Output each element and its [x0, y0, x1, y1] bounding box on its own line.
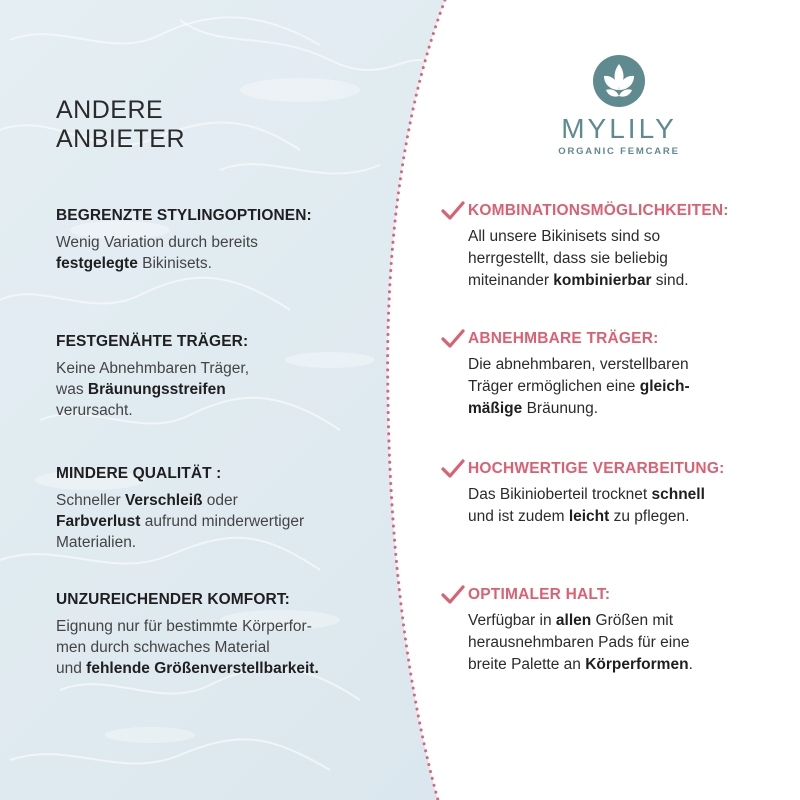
checkmark-icon	[440, 584, 466, 606]
bold-text: kombinierbar	[553, 272, 652, 289]
left-item-quality	[56, 464, 304, 553]
brand-logo	[556, 54, 682, 157]
right-item-body	[468, 226, 729, 292]
body-text: Träger ermöglichen eine	[468, 378, 640, 395]
body-line	[468, 654, 693, 676]
body-text: Größen mit	[591, 612, 674, 629]
right-item-heading: ABNEHMBARE TRÄGER:	[468, 330, 659, 347]
body-line: verursacht.	[56, 402, 133, 419]
bold-text: schnell	[651, 486, 705, 503]
left-item-body	[56, 232, 312, 274]
right-item-heading: OPTIMALER HALT:	[468, 586, 611, 603]
right-item-heading: KOMBINATIONSMÖGLICHKEITEN:	[468, 202, 729, 219]
body-text: Bikinisets.	[137, 255, 212, 272]
bold-text: Verschleiß	[124, 492, 203, 509]
body-line	[56, 253, 312, 274]
left-item-heading: BEGRENZTE STYLINGOPTIONEN:	[56, 207, 312, 224]
body-line: All unsere Bikinisets sind so	[468, 228, 661, 245]
body-line	[56, 490, 304, 511]
right-item-combinations	[440, 200, 729, 292]
lily-flower-icon	[592, 54, 646, 108]
body-line	[468, 270, 729, 292]
body-line	[468, 376, 690, 398]
body-line: Keine Abnehmbaren Träger,	[56, 360, 250, 377]
body-text: zu pflegen.	[609, 508, 690, 525]
left-title-line2: ANBIETER	[56, 125, 186, 153]
body-text: was	[56, 381, 88, 398]
body-line: herrgestellt, dass sie beliebig	[468, 250, 668, 267]
right-item-body	[468, 484, 724, 528]
body-line: Wenig Variation durch bereits	[56, 234, 258, 251]
left-item-body	[56, 358, 249, 421]
left-item-straps	[56, 332, 249, 421]
body-line: Materialien.	[56, 534, 137, 551]
checkmark-icon	[440, 200, 466, 222]
body-text: und	[56, 660, 87, 677]
right-item-straps	[440, 328, 690, 420]
body-text: und ist zudem	[468, 508, 569, 525]
left-item-comfort	[56, 590, 319, 679]
bold-text: allen	[555, 612, 592, 629]
body-line	[56, 511, 304, 532]
right-item-support	[440, 584, 693, 676]
checkmark-icon	[440, 458, 466, 480]
body-line	[468, 398, 690, 420]
body-text: Bräunung.	[522, 400, 599, 417]
checkmark-icon	[440, 328, 466, 350]
bold-text: Bräunungsstreifen	[87, 381, 226, 398]
body-line	[56, 658, 319, 679]
body-line	[468, 506, 724, 528]
right-item-body	[468, 354, 690, 420]
left-item-heading: MINDERE QUALITÄT :	[56, 465, 222, 482]
body-line: men durch schwaches Material	[56, 639, 270, 656]
bold-text: gleich-	[639, 378, 690, 395]
body-text: oder	[202, 492, 238, 509]
bold-text: Farbverlust	[56, 513, 141, 530]
bold-text: leicht	[568, 508, 610, 525]
right-item-quality	[440, 458, 724, 528]
left-item-heading: FESTGENÄHTE TRÄGER:	[56, 333, 249, 350]
brand-name: MYLILY	[561, 113, 677, 144]
right-item-heading: HOCHWERTIGE VERARBEITUNG:	[468, 460, 725, 477]
left-item-body	[56, 616, 319, 679]
body-line	[468, 610, 693, 632]
body-text: sind.	[651, 272, 689, 289]
right-item-body	[468, 610, 693, 676]
body-text: breite Palette an	[468, 656, 586, 673]
body-line: herausnehmbaren Pads für eine	[468, 634, 690, 651]
body-text: miteinander	[468, 272, 554, 289]
body-line	[468, 484, 724, 506]
body-line: Die abnehmbaren, verstellbaren	[468, 356, 689, 373]
body-text: Das Bikinioberteil trocknet	[468, 486, 652, 503]
bold-text: fehlende Größenverstellbarkeit.	[86, 660, 319, 677]
body-text: Verfügbar in	[468, 612, 556, 629]
left-title	[56, 96, 316, 154]
left-title-line1: ANDERE	[56, 96, 164, 124]
body-text: aufrund minderwertiger	[140, 513, 305, 530]
bold-text: Körperformen	[585, 656, 689, 673]
left-item-styling	[56, 206, 312, 274]
body-line	[56, 379, 249, 400]
left-item-body	[56, 490, 304, 553]
body-text: Schneller	[56, 492, 125, 509]
bold-text: festgelegte	[56, 255, 138, 272]
bold-text: mäßige	[468, 400, 523, 417]
left-item-heading: UNZUREICHENDER KOMFORT:	[56, 591, 290, 608]
body-line: Eignung nur für bestimmte Körperfor-	[56, 618, 312, 635]
body-text: .	[688, 656, 693, 673]
brand-tagline: ORGANIC FEMCARE	[558, 146, 680, 157]
